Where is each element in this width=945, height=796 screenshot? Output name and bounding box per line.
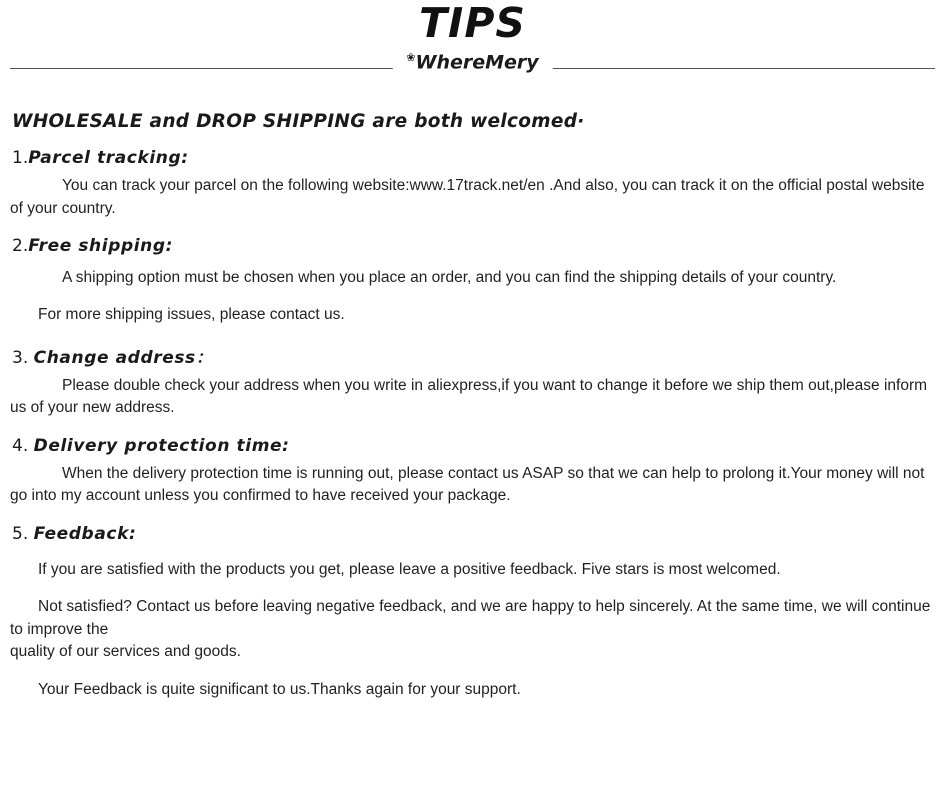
section-number: 2.: [12, 235, 29, 256]
section-paragraph: For more shipping issues, please contact us.: [38, 306, 345, 324]
section-paragraph: A shipping option must be chosen when you place an order, and you can find the shipping details of your country.: [62, 268, 837, 286]
section-paragraph: quality of our services and goods.: [10, 643, 241, 661]
section-number: 1.: [12, 148, 29, 169]
section-heading: [12, 524, 935, 544]
tips-document: [0, 2, 945, 796]
section-paragraph: Your Feedback is quite significant to us.Thanks again for your support.: [38, 680, 521, 698]
section-heading: [12, 436, 935, 456]
section-delivery-protection-time: [10, 436, 935, 508]
section-paragraph: Not satisfied? Contact us before leaving negative feedback, and we are happy to help sincerely. At the same time, we will continue to improve the: [10, 598, 931, 638]
section-paragraph: Please double check your address when you write in aliexpress,if you want to change it before we ship them out,please inform us of your new address.: [10, 376, 928, 417]
welcome-line: WHOLESALE and DROP SHIPPING are both welcomed·: [12, 111, 585, 133]
section-heading: [12, 343, 935, 368]
section-paragraph: If you are satisfied with the products you get, please leave a positive feedback. Five stars is most welcomed.: [38, 560, 781, 578]
section-title: Delivery protection time:: [33, 435, 290, 456]
section-number: 5.: [12, 523, 29, 544]
section-change-address: [10, 343, 935, 420]
section-paragraph: When the delivery protection time is running out, please contact us ASAP so that we can help to prolong it.Your money will not go into my account unless you confirmed to have received your package.: [10, 464, 925, 505]
brand-name: [392, 51, 552, 73]
section-paragraph: You can track your parcel on the following website:www.17track.net/en .And also, you can track it on the official postal website of your country.: [10, 177, 925, 217]
flower-icon: ❀: [406, 51, 416, 65]
section-title: Feedback:: [33, 523, 137, 544]
section-title: Parcel tracking:: [28, 148, 189, 169]
section-number: 3.: [12, 347, 29, 368]
brand-divider: [10, 51, 935, 85]
section-parcel-tracking: [10, 148, 935, 220]
section-heading: [12, 148, 935, 168]
section-title: Change address：: [33, 347, 214, 368]
section-title: Free shipping:: [28, 235, 174, 256]
brand-label: WhereMery: [415, 51, 539, 74]
section-feedback: [10, 524, 935, 701]
section-heading: [12, 236, 935, 256]
section-free-shipping: [10, 236, 935, 327]
section-number: 4.: [12, 435, 29, 456]
page-title: TIPS: [419, 0, 526, 47]
